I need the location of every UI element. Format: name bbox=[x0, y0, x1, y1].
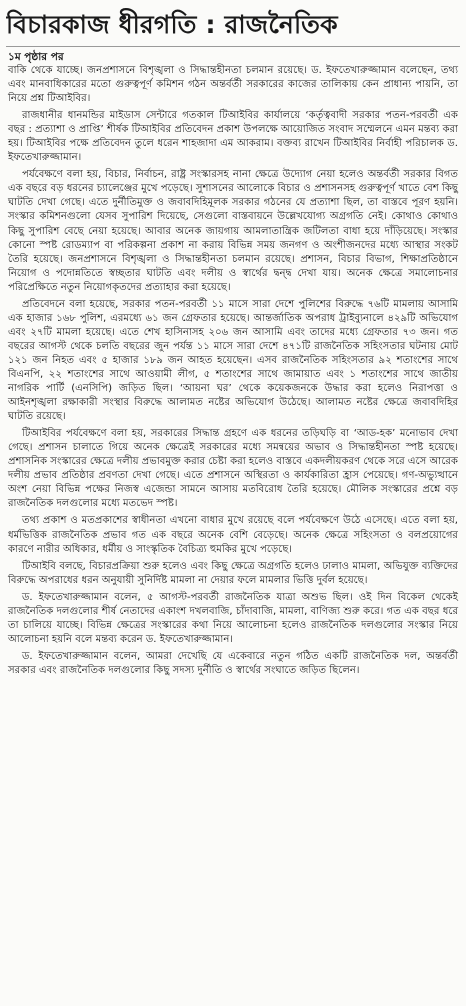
paragraph-8: ড. ইফতেখারুজ্জামান বলেন, ৫ আগস্ট-পরবর্তী রাজনৈতিক যাত্রা অশুভ ছিল। ওই দিন বিকেল থেকেই রাজনৈতিক দলগুলোর শীর্ষ নেতাদের একাংশ দখলবাজি, চাঁদাবাজি, মামলা, বাণিজ্য শুরু করে। গত এক বছর ধরে তা চালিয়ে যাচ্ছে। বিভিন্ন ক্ষেত্রের সংস্কারের কথা নিয়ে আলোচনা হলেও রাজনৈতিক দলগুলোর সংস্কার নিয়ে আলোচনা হয়নি বলে মন্তব্য করেন ড. ইফতেখারুজ্জামান। bbox=[8, 591, 458, 645]
paragraph-4: প্রতিবেদনে বলা হয়েছে, সরকার পতন-পরবর্তী ১১ মাসে সারা দেশে পুলিশের বিরুদ্ধে ৭৬টি মামলায় আসামি এক হাজার ১৬৮ পুলিশ, এরমধ্যে ৬১ জন গ্রেফতার হয়েছে। আন্তর্জাতিক অপরাধ ট্রাইব্যুনালে ৪২৯টি অভিযোগ এবং ২৭টি মামলা হয়েছে। এতে শেখ হাসিনাসহ ২০৬ জন আসামি এবং তাদের মধ্যে গ্রেফতার ৭৩ জন। গত বছরের আগস্ট থেকে চলতি বছরের জুন পর্যন্ত ১১ মাসে সারা দেশে ৪৭১টি রাজনৈতিক সহিংসতার ঘটনায় মোট ১২১ জন নিহত এবং ৫ হাজার ১৮৯ জন আহত হয়েছেন। এসব রাজনৈতিক সহিংসতার ৯২ শতাংশের সাথে বিএনপি, ২২ শতাংশের সাথে আওয়ামী লীগ, ৫ শতাংশের সাথে জামায়াত এবং ১ শতাংশের সাথে জাতীয় নাগরিক পার্টি (এনসিপি) জড়িত ছিল। ‘আয়না ঘর’ থেকে কয়েকজনকে উদ্ধার করা হলেও নিরাপত্তা ও আইনশৃঙ্খলা রক্ষাকারী সংস্থার বিরুদ্ধে আলামত নষ্টের অভিযোগ উঠেছে। আলামত নষ্টের ক্ষেত্রে জবাবদিহির ঘাটতি রয়েছে। bbox=[8, 298, 458, 423]
headline: বিচারকাজ ধীরগতি : রাজনৈতিক bbox=[6, 6, 460, 47]
continued-from-label: ১ম পৃষ্ঠার পর bbox=[8, 51, 64, 63]
article-body bbox=[6, 47, 460, 678]
paragraph-3: পর্যবেক্ষণে বলা হয়, বিচার, নির্বাচন, রাষ্ট্র সংস্কারসহ নানা ক্ষেত্রে উদ্যোগ নেয়া হলেও অন্তর্বর্তী সরকার বিগত এক বছরে বড় ধরনের চ্যালেঞ্জের মুখে পড়েছে। সুশাসনের আলোকে বিচার ও প্রশাসনসহ গুরুত্বপূর্ণ খাতে বেশ কিছু ঘাটতি দেখা গেছে। এতে দুর্নীতিমুক্ত ও জবাবদিহিমূলক সরকার গঠনের যে প্রত্যাশা ছিল, তা বাস্তবে পূরণ হয়নি। সংস্কার কমিশনগুলো যেসব সুপারিশ দিয়েছে, সেগুলো বাস্তবায়নে উল্লেখযোগ্য অগ্রগতি নেই। কোথাও কোথাও কিছু সুপারিশ বেছে নেয়া হয়েছে। আবার অনেক জায়গায় আমলাতান্ত্রিক জটিলতা বাধা হয়ে দাঁড়িয়েছে। সংস্কার কোনো স্পষ্ট রোডম্যাপ বা পরিকল্পনা প্রকাশ না করায় বিভিন্ন সময় জনগণ ও অংশীজনদের মধ্যে আস্থার সংকট তৈরি হয়েছে। জনপ্রশাসনে বিশৃঙ্খলা ও সিদ্ধান্তহীনতা চলমান রয়েছে। প্রশাসন, বিচার বিভাগ, শিক্ষাপ্রতিষ্ঠানে নিয়োগ ও পদোন্নতিতে স্বচ্ছতার ঘাটতি এবং দলীয় ও স্বার্থের দ্বন্দ্ব দেখা যায়। অনেক ক্ষেত্রে সমালোচনার পরিপ্রেক্ষিতে নতুন নিয়োগকৃতদের প্রত্যাহার করা হয়েছে। bbox=[8, 169, 458, 293]
paragraph-6: তথ্য প্রকাশ ও মতপ্রকাশের স্বাধীনতা এখনো বাধার মুখে রয়েছে বলে পর্যবেক্ষণে উঠে এসেছে। এতে বলা হয়, ধর্মভিত্তিক রাজনৈতিক প্রভাব গত এক বছরে অনেক বেশি বেড়েছে। অনেক ক্ষেত্রে সহিংসতা ও বলপ্রয়োগের কারণে নারীর অধিকার, ধর্মীয় ও সাংস্কৃতিক বৈচিত্র্য হুমকির মুখে পড়েছে। bbox=[8, 515, 458, 555]
paragraph-1: বাকি থেকে যাচ্ছে। জনপ্রশাসনে বিশৃঙ্খলা ও সিদ্ধান্তহীনতা চলমান রয়েছে। ড. ইফতেখারুজ্জামান বলেছেন, তথ্য এবং মানবাধিকারের মতো গুরুত্বপূর্ণ কমিশন গঠন অন্তর্বর্তী সরকারের কাজের তালিকায় কেন প্রাধান্য পায়নি, তা নিয়ে প্রশ্ন টিআইবির। bbox=[8, 65, 458, 105]
paragraph-2: রাজধানীর ধানমন্ডির মাইডাস সেন্টারে গতকাল টিআইবির কার্যালয়ে ‘কর্তৃত্ববাদী সরকার পতন-পরবর্তী এক বছর : প্রত্যাশা ও প্রাপ্তি’ শীর্ষক টিআইবির প্রতিবেদন প্রকাশ উপলক্ষে আয়োজিত সংবাদ সম্মেলনে এমন মন্তব্য করা হয়। টিআইবির পক্ষে প্রতিবেদন তুলে ধরেন শাহজাদা এম আকরাম। বক্তব্য রাখেন টিআইবির নির্বাহী পরিচালক ড. ইফতেখারুজ্জামান। bbox=[8, 110, 458, 164]
paragraph-9: ড. ইফতেখারুজ্জামান বলেন, আমরা দেখেছি যে একেবারে নতুন গঠিত একটি রাজনৈতিক দল, অন্তর্বর্তী সরকার এবং রাজনৈতিক দলগুলোর কিছু সদস্য দুর্নীতি ও স্বার্থের সংঘাতে জড়িত ছিলেন। bbox=[8, 650, 458, 676]
paragraph-7: টিআইবি বলছে, বিচারপ্রক্রিয়া শুরু হলেও এবং কিছু ক্ষেত্রে অগ্রগতি হলেও ঢালাও মামলা, অভিযুক্ত ব্যক্তিদের বিরুদ্ধে অপরাধের ধরন অনুযায়ী সুনির্দিষ্ট মামলা না দেয়ার ফলে মামলার ভিত্তি দুর্বল হয়েছে। bbox=[8, 560, 458, 586]
paragraph-5: টিআইবির পর্যবেক্ষণে বলা হয়, সরকারের সিদ্ধান্ত গ্রহণে এক ধরনের তড়িঘড়ি বা ‘আড-হক’ মনোভাব দেখা গেছে। প্রশাসন চালাতে গিয়ে অনেক ক্ষেত্রেই সরকারের মধ্যে সমন্বয়ের অভাব ও সিদ্ধান্তহীনতা স্পষ্ট হয়েছে। প্রশাসনিক সংস্কারের ক্ষেত্রে দলীয় প্রভাবমুক্ত করার চেষ্টা করা হলেও বাস্তবে একদলীয়করণ থেকে সরে এসে আরেক দলীয় প্রভাব প্রতিষ্ঠার প্রবণতা দেখা গেছে। এতে প্রশাসনে অস্থিরতা ও কার্যকারিতা হ্রাস পেয়েছে। গণ-অভ্যুত্থানে অংশ নেয়া বিভিন্ন পক্ষের নিজস্ব এজেন্ডা সামনে আসায় মতবিরোধ তৈরি হয়েছে। মৌলিক সংস্কারের প্রশ্নে বড় রাজনৈতিক দলগুলোর মধ্যে মতভেদ স্পষ্ট। bbox=[8, 428, 458, 510]
